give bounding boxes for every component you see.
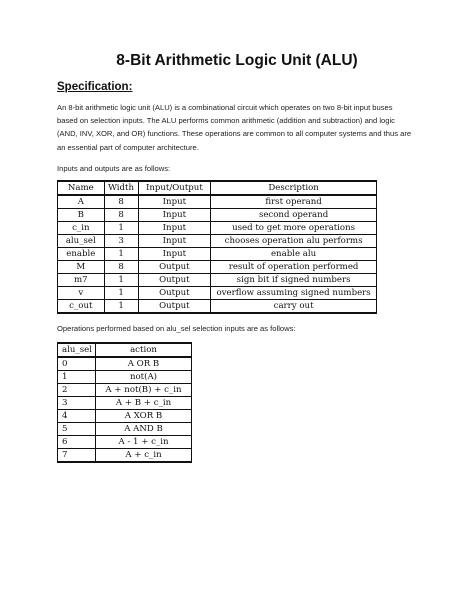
table-cell: A - 1 + c_in bbox=[95, 436, 191, 449]
table-row bbox=[58, 261, 377, 274]
table-row bbox=[58, 209, 377, 222]
ops-table-lead: Operations performed based on alu_sel selection inputs are as follows: bbox=[57, 324, 296, 333]
table-cell: result of operation performed bbox=[211, 261, 377, 274]
table-cell: Input bbox=[138, 195, 211, 209]
table-cell: A AND B bbox=[95, 423, 191, 436]
table-row bbox=[58, 436, 192, 449]
column-header: Input/Output bbox=[138, 181, 211, 195]
table-cell: Output bbox=[138, 261, 211, 274]
io-table-lead: Inputs and outputs are as follows: bbox=[57, 164, 171, 173]
table-cell: 6 bbox=[58, 436, 96, 449]
table-cell: 0 bbox=[58, 357, 96, 371]
table-row bbox=[58, 384, 192, 397]
table-cell: 1 bbox=[104, 287, 138, 300]
table-cell: 2 bbox=[58, 384, 96, 397]
intro-line: (AND, INV, XOR, and OR) functions. These operations are common to all computer systems and thus are bbox=[57, 129, 412, 139]
table-header-row bbox=[58, 181, 377, 195]
table-cell: Output bbox=[138, 300, 211, 314]
table-row bbox=[58, 274, 377, 287]
page-title: 8-Bit Arithmetic Logic Unit (ALU) bbox=[116, 52, 358, 69]
column-header: Name bbox=[58, 181, 105, 195]
table-row bbox=[58, 248, 377, 261]
section-heading: Specification: bbox=[57, 81, 133, 93]
table-cell: Input bbox=[138, 248, 211, 261]
table-cell: A + c_in bbox=[95, 449, 191, 463]
table-cell: 7 bbox=[58, 449, 96, 463]
table-row bbox=[58, 423, 192, 436]
table-cell: enable alu bbox=[211, 248, 377, 261]
table-cell: Input bbox=[138, 235, 211, 248]
column-header: Width bbox=[104, 181, 138, 195]
table-cell: 4 bbox=[58, 410, 96, 423]
column-header: action bbox=[95, 343, 191, 357]
table-cell: A XOR B bbox=[95, 410, 191, 423]
table-cell: 8 bbox=[104, 195, 138, 209]
table-row bbox=[58, 371, 192, 384]
table-cell: A bbox=[58, 195, 105, 209]
ops-table bbox=[57, 342, 192, 463]
io-table bbox=[57, 180, 377, 314]
table-cell: 1 bbox=[104, 274, 138, 287]
table-cell: m7 bbox=[58, 274, 105, 287]
table-cell: 5 bbox=[58, 423, 96, 436]
table-row bbox=[58, 195, 377, 209]
table-cell: 1 bbox=[104, 248, 138, 261]
column-header: Description bbox=[211, 181, 377, 195]
table-row bbox=[58, 300, 377, 314]
table-cell: enable bbox=[58, 248, 105, 261]
table-cell: Input bbox=[138, 222, 211, 235]
table-cell: Output bbox=[138, 274, 211, 287]
table-cell: carry out bbox=[211, 300, 377, 314]
table-row bbox=[58, 235, 377, 248]
table-cell: v bbox=[58, 287, 105, 300]
table-cell: Output bbox=[138, 287, 211, 300]
table-cell: c_in bbox=[58, 222, 105, 235]
column-header: alu_sel bbox=[58, 343, 96, 357]
table-cell: c_out bbox=[58, 300, 105, 314]
table-cell: B bbox=[58, 209, 105, 222]
table-row bbox=[58, 222, 377, 235]
table-cell: first operand bbox=[211, 195, 377, 209]
table-row bbox=[58, 410, 192, 423]
table-row bbox=[58, 449, 192, 463]
intro-line: an essential part of computer architecture. bbox=[57, 142, 199, 152]
table-cell: second operand bbox=[211, 209, 377, 222]
table-cell: used to get more operations bbox=[211, 222, 377, 235]
table-cell: 1 bbox=[58, 371, 96, 384]
table-cell: 8 bbox=[104, 261, 138, 274]
table-cell: 3 bbox=[104, 235, 138, 248]
table-cell: overflow assuming signed numbers bbox=[211, 287, 377, 300]
intro-line: based on selection inputs. The ALU performs common arithmetic (addition and subtraction) and logic bbox=[57, 116, 395, 126]
table-cell: not(A) bbox=[95, 371, 191, 384]
intro-line: An 8-bit arithmetic logic unit (ALU) is a combinational circuit which operates on two 8-bit input buses bbox=[57, 103, 393, 112]
table-cell: A + B + c_in bbox=[95, 397, 191, 410]
table-cell: chooses operation alu performs bbox=[211, 235, 377, 248]
table-cell: alu_sel bbox=[58, 235, 105, 248]
table-cell: Input bbox=[138, 209, 211, 222]
table-row bbox=[58, 287, 377, 300]
table-cell: 1 bbox=[104, 300, 138, 314]
intro-paragraph bbox=[57, 101, 427, 154]
table-header-row bbox=[58, 343, 192, 357]
table-cell: 1 bbox=[104, 222, 138, 235]
table-cell: M bbox=[58, 261, 105, 274]
table-cell: A + not(B) + c_in bbox=[95, 384, 191, 397]
table-cell: 8 bbox=[104, 209, 138, 222]
table-row bbox=[58, 397, 192, 410]
table-cell: sign bit if signed numbers bbox=[211, 274, 377, 287]
table-cell: 3 bbox=[58, 397, 96, 410]
table-row bbox=[58, 357, 192, 371]
table-cell: A OR B bbox=[95, 357, 191, 371]
